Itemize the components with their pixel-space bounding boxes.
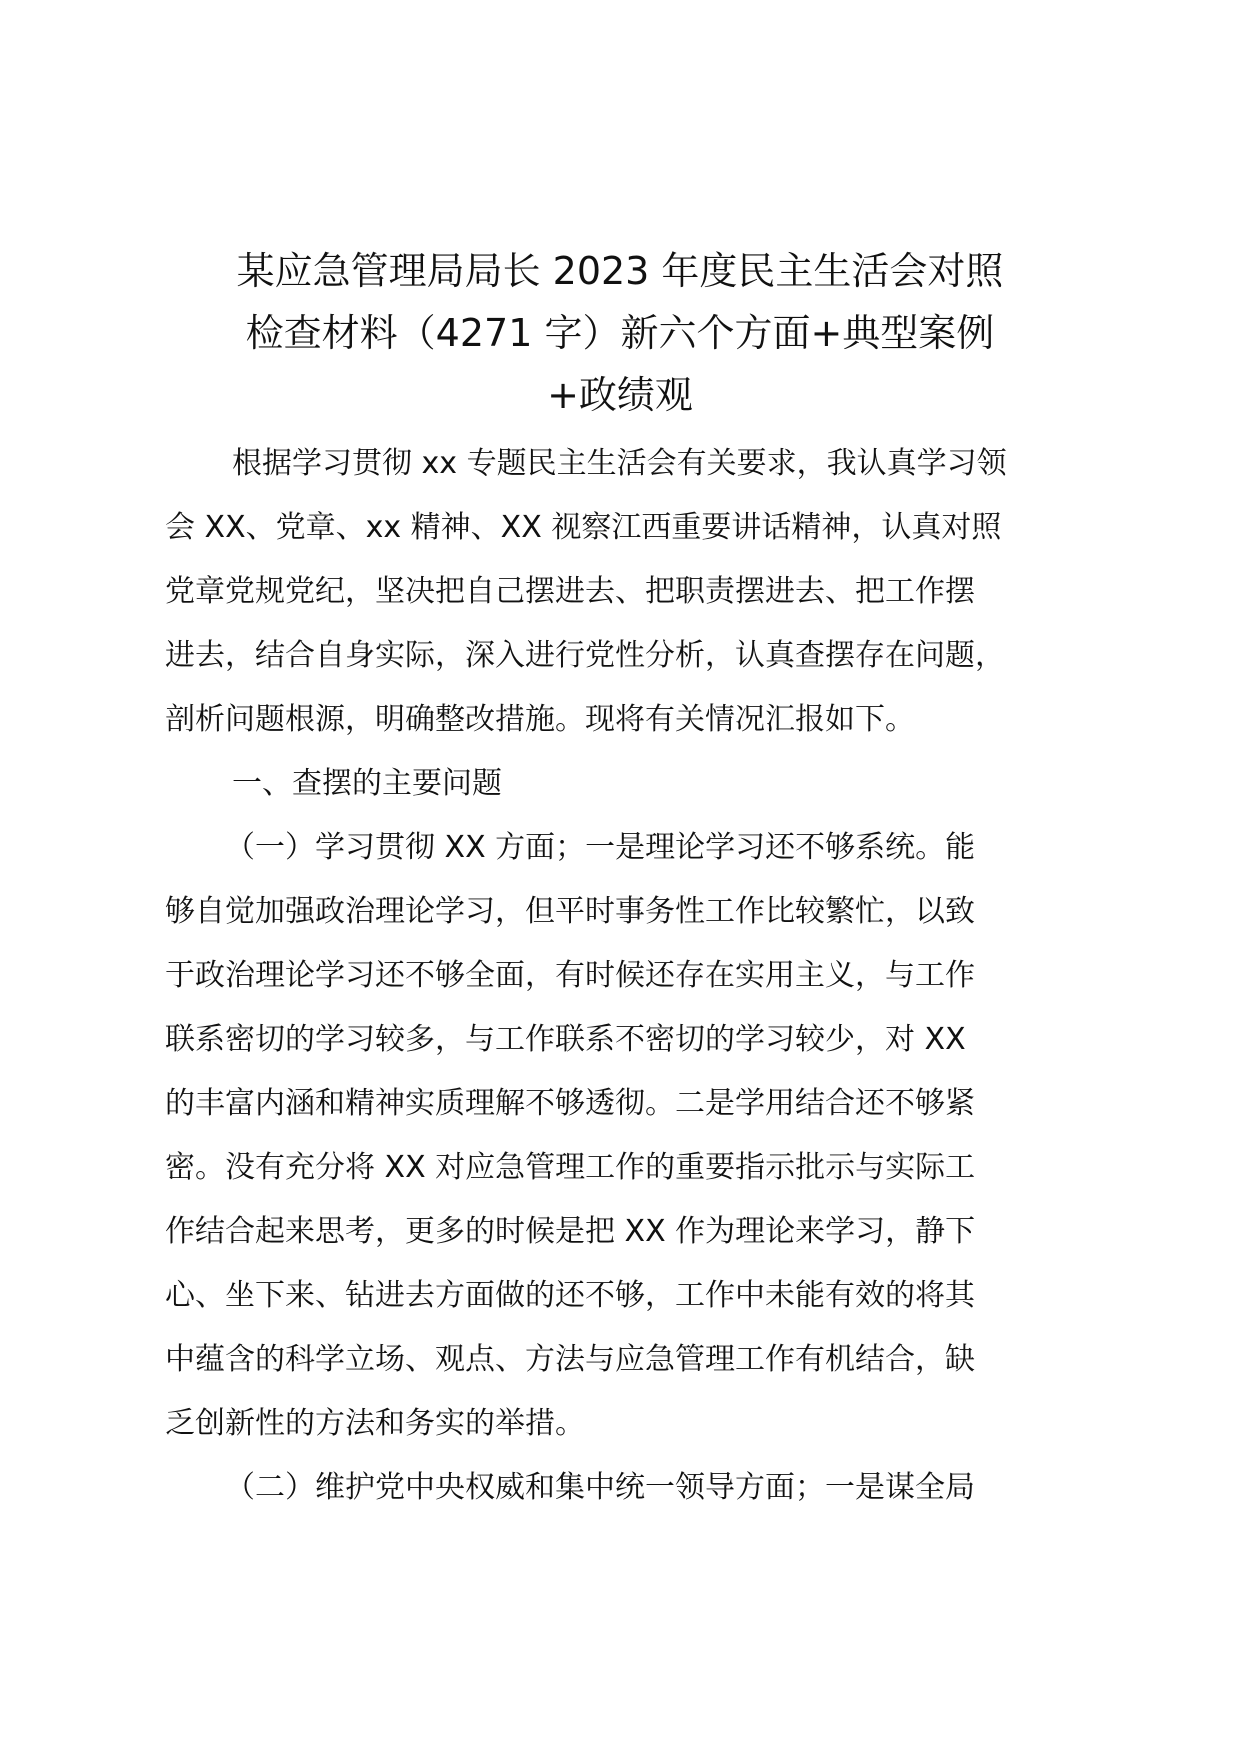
section-heading-text: 一、查摆的主要问题: [232, 766, 502, 801]
title-line: +政绩观: [547, 373, 693, 417]
paragraph-line: 乏创新性的方法和务实的举措。: [165, 1406, 585, 1441]
paragraph-line: 心、坐下来、钻进去方面做的还不够，工作中未能有效的将其: [165, 1278, 975, 1313]
title-line: 某应急管理局局长 2023 年度民主生活会对照: [236, 249, 1004, 293]
paragraph-line: 进去，结合自身实际，深入进行党性分析，认真查摆存在问题，: [165, 638, 1005, 673]
intro-paragraph: [165, 432, 1085, 752]
paragraph-line: 根据学习贯彻 xx 专题民主生活会有关要求，我认真学习领: [232, 446, 1007, 481]
subsection-paragraph: [165, 1456, 1085, 1520]
paragraph-line: 够自觉加强政治理论学习，但平时事务性工作比较繁忙，以致: [165, 894, 975, 929]
subsection-paragraph: [165, 816, 1085, 1456]
paragraph-line: 会 XX、党章、xx 精神、XX 视察江西重要讲话精神，认真对照: [165, 510, 1002, 545]
document-title: [150, 240, 1090, 426]
paragraph-line: （二）维护党中央权威和集中统一领导方面；一是谋全局: [225, 1470, 975, 1505]
paragraph-line: 的丰富内涵和精神实质理解不够透彻。二是学用结合还不够紧: [165, 1086, 975, 1121]
paragraph-line: 中蕴含的科学立场、观点、方法与应急管理工作有机结合，缺: [165, 1342, 975, 1377]
paragraph-line: 党章党规党纪，坚决把自己摆进去、把职责摆进去、把工作摆: [165, 574, 975, 609]
paragraph-line: 密。没有充分将 XX 对应急管理工作的重要指示批示与实际工: [165, 1150, 976, 1185]
paragraph-line: 于政治理论学习还不够全面，有时候还存在实用主义，与工作: [165, 958, 975, 993]
paragraph-line: （一）学习贯彻 XX 方面；一是理论学习还不够系统。能: [225, 830, 976, 865]
paragraph-line: 作结合起来思考，更多的时候是把 XX 作为理论来学习，静下: [165, 1214, 976, 1249]
document-body: [165, 432, 1085, 1520]
paragraph-line: 剖析问题根源，明确整改措施。现将有关情况汇报如下。: [165, 702, 915, 737]
title-line: 检查材料（4271 字）新六个方面+典型案例: [245, 311, 995, 355]
section-heading: [165, 752, 1085, 816]
paragraph-line: 联系密切的学习较多，与工作联系不密切的学习较少，对 XX: [165, 1022, 966, 1057]
